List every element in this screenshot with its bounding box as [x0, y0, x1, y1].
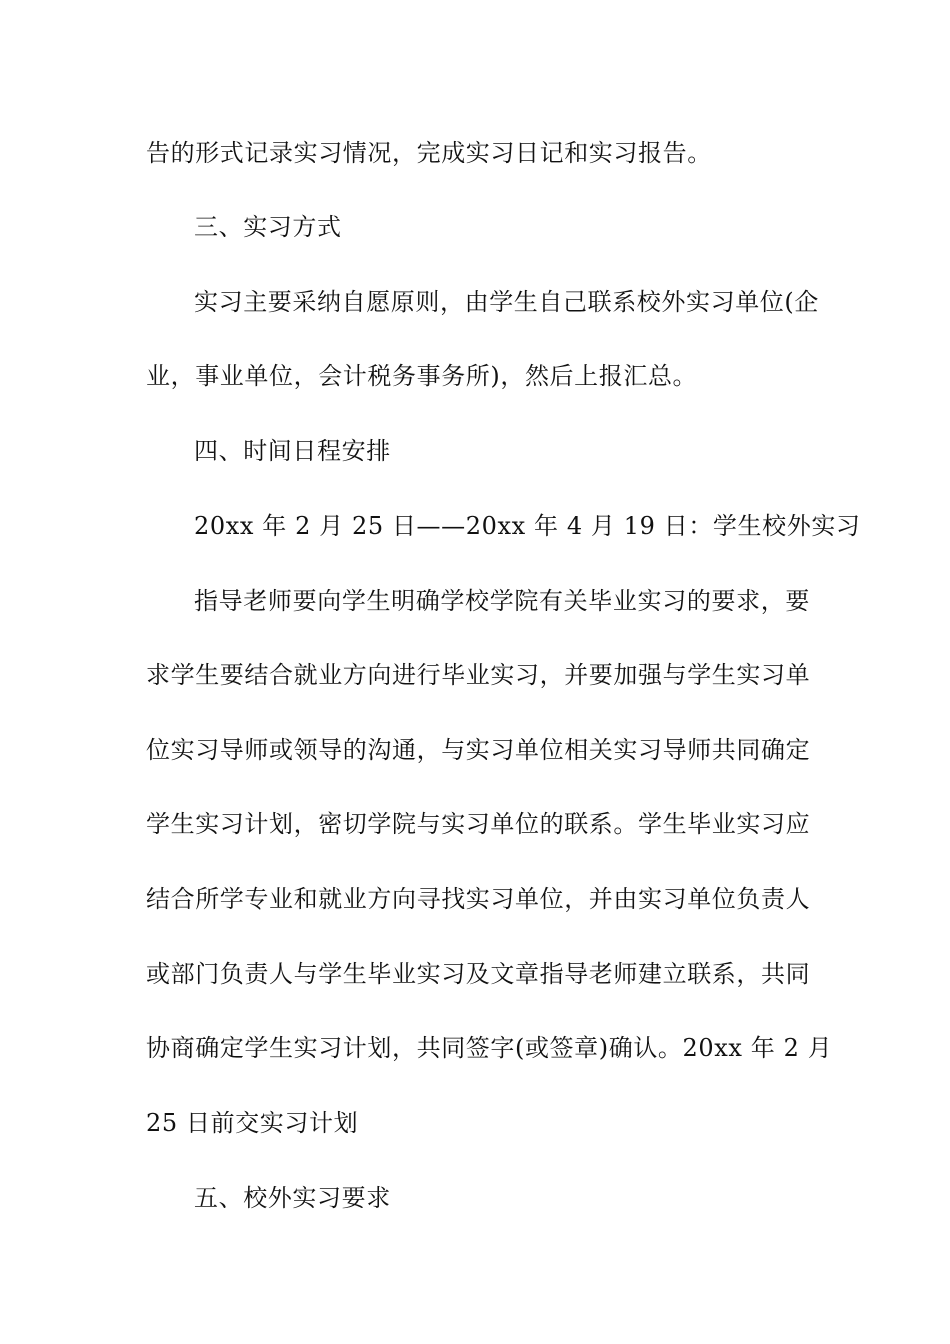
paragraph-line: 指导老师要向学生明确学校学院有关毕业实习的要求，要 [194, 587, 810, 615]
section-heading-3: 三、实习方式 [194, 213, 342, 241]
paragraph-line: 学生实习计划，密切学院与实习单位的联系。学生毕业实习应 [146, 810, 811, 838]
section-heading-4: 四、时间日程安排 [194, 437, 391, 465]
section-heading-5: 五、校外实习要求 [194, 1184, 391, 1212]
paragraph-line: 25 日前交实习计划 [146, 1109, 359, 1137]
schedule-line: 20xx 年 2 月 25 日——20xx 年 4 月 19 日：学生校外实习 [194, 512, 861, 540]
paragraph-line: 结合所学专业和就业方向寻找实习单位，并由实习单位负责人 [146, 885, 811, 913]
paragraph-continuation-line: 告的形式记录实习情况，完成实习日记和实习报告。 [146, 139, 712, 167]
paragraph-line: 协商确定学生实习计划，共同签字(或签章)确认。20xx 年 2 月 [146, 1034, 833, 1062]
paragraph-line: 位实习导师或领导的沟通，与实习单位相关实习导师共同确定 [146, 736, 811, 764]
paragraph-line: 实习主要采纳自愿原则，由学生自己联系校外实习单位(企 [194, 288, 819, 316]
paragraph-line: 求学生要结合就业方向进行毕业实习，并要加强与学生实习单 [146, 661, 811, 689]
paragraph-line: 业，事业单位，会计税务事务所)，然后上报汇总。 [146, 362, 698, 390]
paragraph-line: 或部门负责人与学生毕业实习及文章指导老师建立联系，共同 [146, 960, 811, 988]
